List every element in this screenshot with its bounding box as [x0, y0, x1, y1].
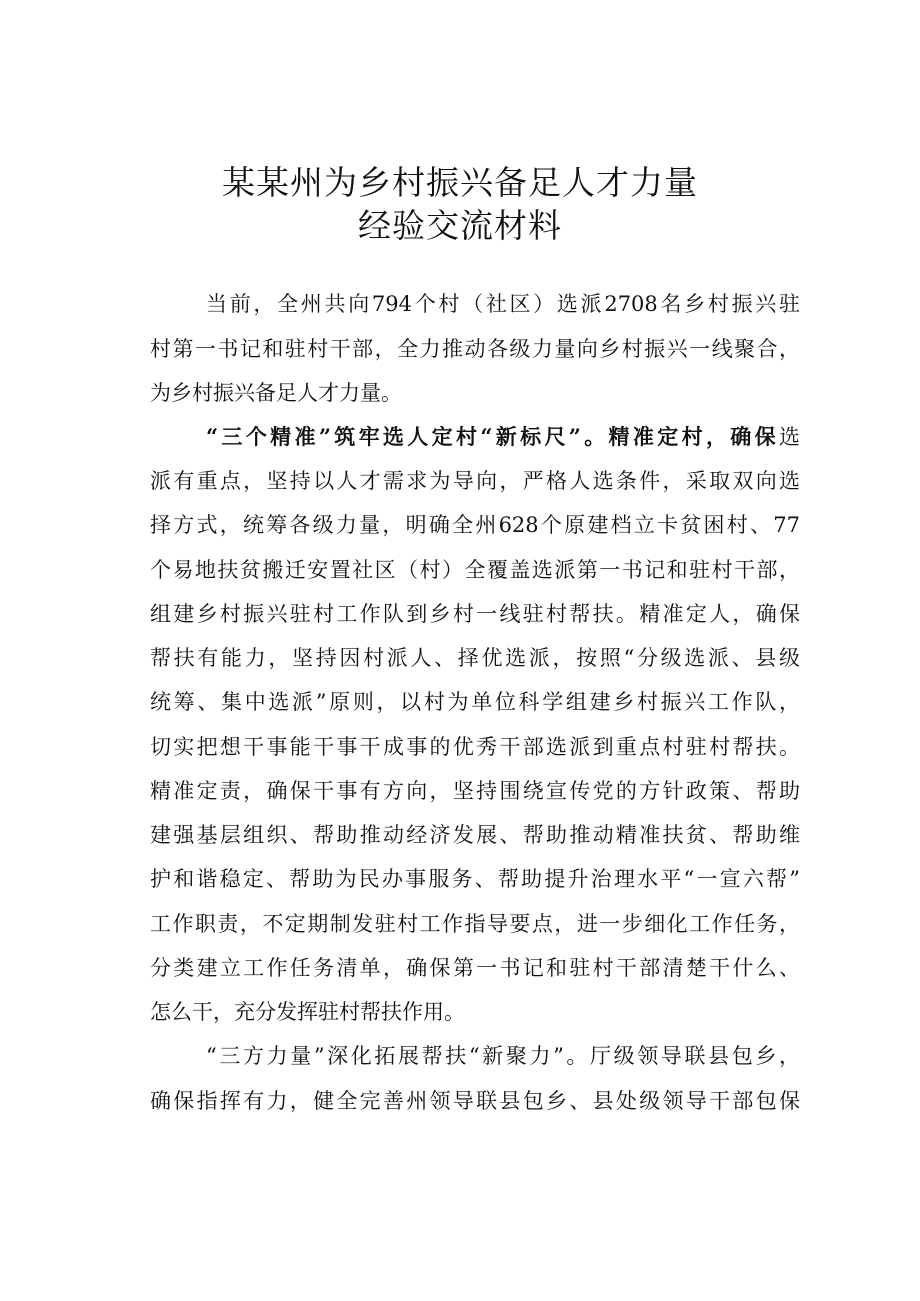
paragraph-2-line: 建强基层组织、帮助推动经济发展、帮助推动精准扶贫、帮助维	[150, 823, 800, 847]
paragraph-2-line: 择方式，统筹各级力量，明确全州628个原建档立卡贫困村、77	[150, 513, 800, 537]
document-title-line-2: 经验交流材料	[358, 206, 562, 245]
paragraph-2-heading-line	[206, 422, 800, 452]
paragraph-2-heading-rest: 选	[779, 425, 800, 449]
paragraph-1-line: 当前，全州共向794个村（社区）选派2708名乡村振兴驻	[206, 292, 800, 316]
paragraph-1-line: 为乡村振兴备足人才力量。	[150, 381, 402, 405]
paragraph-3-line: 确保指挥有力，健全完善州领导联县包乡、县处级领导干部包保	[150, 1089, 800, 1113]
paragraph-2-line: 护和谐稳定、帮助为民办事服务、帮助提升治理水平“一宣六帮”	[150, 867, 800, 891]
paragraph-1-line: 村第一书记和驻村干部，全力推动各级力量向乡村振兴一线聚合，	[150, 337, 800, 361]
paragraph-2-line: 个易地扶贫搬迁安置社区（村）全覆盖选派第一书记和驻村干部，	[150, 558, 800, 582]
paragraph-2-line: 精准定责，确保干事有方向，坚持围绕宣传党的方针政策、帮助	[150, 779, 800, 803]
paragraph-2-line: 组建乡村振兴驻村工作队到乡村一线驻村帮扶。精准定人，确保	[150, 602, 800, 626]
section-heading-bold: “三个精准”筑牢选人定村“新标尺”。精准定村，确保	[206, 424, 779, 449]
paragraph-2-line: 帮扶有能力，坚持因村派人、择优选派，按照“分级选派、县级	[150, 646, 800, 670]
paragraph-2-line: 切实把想干事能干事干成事的优秀干部选派到重点村驻村帮扶。	[150, 735, 800, 759]
paragraph-2-line: 统筹、集中选派”原则，以村为单位科学组建乡村振兴工作队，	[150, 690, 800, 714]
paragraph-2-line: 怎么干，充分发挥驻村帮扶作用。	[150, 1000, 465, 1024]
paragraph-2-line: 工作职责，不定期制发驻村工作指导要点，进一步细化工作任务，	[150, 912, 800, 936]
paragraph-3-line: “三方力量”深化拓展帮扶“新聚力”。厅级领导联县包乡，	[206, 1044, 800, 1068]
document-title-line-1: 某某州为乡村振兴备足人才力量	[222, 163, 698, 202]
paragraph-2-line: 分类建立工作任务清单，确保第一书记和驻村干部清楚干什么、	[150, 956, 800, 980]
paragraph-2-line: 派有重点，坚持以人才需求为导向，严格人选条件，采取双向选	[150, 469, 800, 493]
